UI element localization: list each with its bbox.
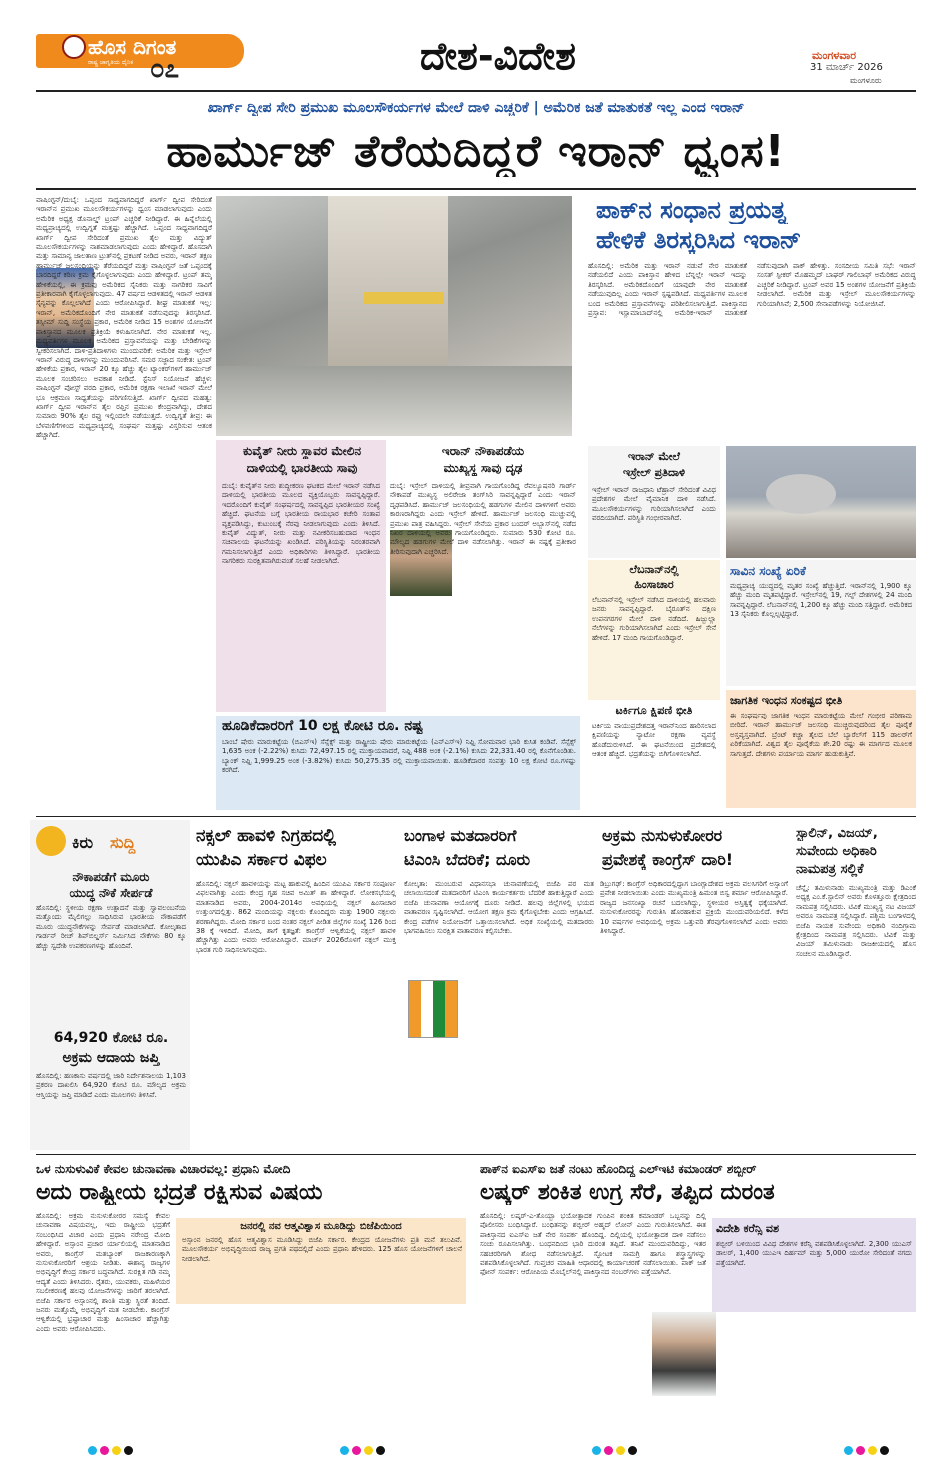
logo-text: ಹೊಸ ದಿಗಂತ bbox=[88, 35, 177, 59]
logo-emblem-icon bbox=[62, 35, 86, 59]
kiru-item1-headline-2: ಯುದ್ಧ ನೌಕೆ ಸೇರ್ಪಡೆ bbox=[69, 886, 153, 900]
print-registration-marks bbox=[844, 1440, 892, 1459]
currency-body: ಶಬ್ಬೀರ್ ಬಳಿಯಿಂದ ವಿವಿಧ ದೇಶಗಳ ಕರೆನ್ಸಿ ವಶಪಡಿಸಿಕೊಳ್ಳಲಾಗಿದೆ. 2,300 ಯುಎಸ್ ಡಾಲರ್, 1,400 ಯುಎಇ ದಿರ್ಹಮ್ ಮತ್ತು 5,000 ಯುರೋ ಸೇರಿದಂತೆ ನಗದು ಪತ್ತೆಯಾಗಿದೆ. bbox=[716, 1240, 912, 1267]
congress-headline-1: ಅಕ್ರಮ ನುಸುಳುಕೋರರ bbox=[602, 826, 723, 845]
naxal-headline-2: ಯುಪಿಎ ಸರ್ಕಾರ ವಿಫಲ bbox=[196, 850, 327, 870]
kuwait-body: ದುಬೈ: ಕುವೈತ್‌ನ ನೀರು ಶುದ್ಧೀಕರಣ ಘಟಕದ ಮೇಲೆ ಇರಾನ್ ನಡೆಸಿದ ದಾಳಿಯಲ್ಲಿ ಭಾರತೀಯ ಮೂಲದ ವ್ಯಕ್ತಿಯೊಬ್ಬರು ಸಾವನ್ನಪ್ಪಿದ್ದಾರೆ. ಇದರೊಂದಿಗೆ ಕುವೈತ್ ಸಂಘರ್ಷದಲ್ಲಿ ಸಾವನ್ನಪ್ಪಿದ ಭಾರತೀಯರ ಸಂಖ್ಯೆ ಹೆಚ್ಚಿದೆ. ಘಟನೆಯ ಬಗ್ಗೆ ಭಾರತೀಯ ರಾಯಭಾರ ಕಚೇರಿ ಸಂತಾಪ ವ್ಯಕ್ತಪಡಿಸಿದ್ದು, ಕುಟುಂಬಕ್ಕೆ ನೆರವು ನೀಡಲಾಗುವುದು ಎಂದು ತಿಳಿಸಿದೆ. ಕುವೈತ್ ವಿದ್ಯುತ್, ನೀರು ಮತ್ತು ನವೀಕರಿಸಬಹುದಾದ ಇಂಧನ ಸಚಿವಾಲಯ ಘಟನೆಯನ್ನು ಖಂಡಿಸಿದೆ. ಪರಿಸ್ಥಿತಿಯನ್ನು ನಿರಂತರವಾಗಿ ಗಮನಿಸಲಾಗುತ್ತಿದೆ ಎಂದು ಅಧಿಕಾರಿಗಳು ತಿಳಿಸಿದ್ದಾರೆ. ಭಾರತೀಯ ನಾಗರಿಕರು ಸುರಕ್ಷಿತವಾಗಿರುವಂತೆ ಸಲಹೆ ನೀಡಲಾಗಿದೆ. bbox=[222, 482, 380, 566]
shop-sign bbox=[364, 292, 444, 304]
bengal-body: ಕೋಲ್ಕತಾ: ಮುಂಬರುವ ವಿಧಾನಸಭಾ ಚುನಾವಣೆಯಲ್ಲಿ ಬಿಜೆಪಿ ಪರ ಮತ ಚಲಾಯಿಸದಂತೆ ಮತದಾರರಿಗೆ ಟಿಎಂಸಿ ಕಾರ್ಯಕರ್ತರು ಬೆದರಿಕೆ ಹಾಕುತ್ತಿದ್ದಾರೆ ಎಂದು ಬಿಜೆಪಿ ಚುನಾವಣಾ ಆಯೋಗಕ್ಕೆ ದೂರು ನೀಡಿದೆ. ಹಲವು ಜಿಲ್ಲೆಗಳಲ್ಲಿ ಭಯದ ವಾತಾವರಣ ಸೃಷ್ಟಿಸಲಾಗಿದೆ. ಆಯೋಗ ತಕ್ಷಣ ಕ್ರಮ ಕೈಗೊಳ್ಳಬೇಕು ಎಂದು ಆಗ್ರಹಿಸಿದೆ. ಕೇಂದ್ರ ಪಡೆಗಳ ನಿಯೋಜನೆಗೆ ಒತ್ತಾಯಿಸಲಾಗಿದೆ. ಅಧಿಕ ಸಂಖ್ಯೆಯಲ್ಲಿ ಮತದಾರರು ಭಾಗವಹಿಸಲು ಸುರಕ್ಷಿತ ವಾತಾವರಣ ಕಲ್ಪಿಸಬೇಕು. bbox=[404, 880, 594, 936]
kiru-brand-1: ಕಿರು bbox=[72, 833, 94, 852]
israel-body: ಇಸ್ರೇಲ್ ಇರಾನ್ ರಾಜಧಾನಿ ಟೆಹ್ರಾನ್ ಸೇರಿದಂತೆ ವಿವಿಧ ಪ್ರದೇಶಗಳ ಮೇಲೆ ವೈಮಾನಿಕ ದಾಳಿ ನಡೆಸಿದೆ. ಮೂಲಸೌಕರ್ಯಗಳನ್ನು ಗುರಿಯಾಗಿಸಲಾಗಿದೆ ಎಂದು ವರದಿಯಾಗಿದೆ. ಪರಿಸ್ಥಿತಿ ಗಂಭೀರವಾಗಿದೆ. bbox=[592, 486, 716, 523]
naxal-body: ಹೊಸದಿಲ್ಲಿ: ನಕ್ಸಲ್ ಹಾವಳಿಯನ್ನು ಮಟ್ಟ ಹಾಕುವಲ್ಲಿ ಹಿಂದಿನ ಯುಪಿಎ ಸರ್ಕಾರ ಸಂಪೂರ್ಣ ವಿಫಲವಾಗಿತ್ತು ಎಂದು ಕೇಂದ್ರ ಗೃಹ ಸಚಿವ ಅಮಿತ್ ಶಾ ಹೇಳಿದ್ದಾರೆ. ಲೋಕಸಭೆಯಲ್ಲಿ ಮಾತನಾಡಿದ ಅವರು, 2004-2014ರ ಅವಧಿಯಲ್ಲಿ ನಕ್ಸಲ್ ಹಿಂಸಾಚಾರ ಉತ್ತುಂಗದಲ್ಲಿತ್ತು. 862 ಮಂದಿಯನ್ನು ನಕ್ಸಲರು ಕೊಂದಿದ್ದರು ಮತ್ತು 1900 ನಕ್ಸಲರು ಶರಣಾಗಿದ್ದರು. ಮೋದಿ ಸರ್ಕಾರ ಬಂದ ನಂತರ ನಕ್ಸಲ್ ಪೀಡಿತ ಜಿಲ್ಲೆಗಳ ಸಂಖ್ಯೆ 126 ರಿಂದ 38 ಕ್ಕೆ ಇಳಿದಿದೆ. ಮೋದಿ, ಶಾಗೆ ಕೃತಜ್ಞತೆ: ಕಾಂಗ್ರೆಸ್ ಆಳ್ವಿಕೆಯಲ್ಲಿ ನಕ್ಸಲ್ ಹಾವಳಿ ಹೆಚ್ಚಾಗಿತ್ತು ಎಂದು ಅವರು ಆರೋಪಿಸಿದ್ದಾರೆ. ಮಾರ್ಚ್ 2026ರೊಳಗೆ ನಕ್ಸಲ್ ಮುಕ್ತ ಭಾರತ ಗುರಿ ಸಾಧಿಸಲಾಗುವುದು. bbox=[196, 880, 396, 954]
bengal-headline-1: ಬಂಗಾಳ ಮತದಾರರಿಗೆ bbox=[404, 826, 517, 845]
modi-headline: ಅದು ರಾಷ್ಟ್ರೀಯ ಭದ್ರತೆ ರಕ್ಷಿಸುವ ವಿಷಯ bbox=[36, 1180, 323, 1205]
section-title: ದೇಶ-ವಿದೇಶ bbox=[420, 34, 576, 78]
upper-section-divider bbox=[36, 816, 916, 817]
rubble-cars bbox=[216, 366, 572, 436]
turkey-headline: ಟರ್ಕಿಗೂ ಕ್ಷಿಪಣಿ ಭೀತಿ bbox=[615, 704, 693, 717]
kiru-item2-body: ಹೊಸದಿಲ್ಲಿ: ಹಣಕಾಸು ವರ್ಷದಲ್ಲಿ ಜಾರಿ ನಿರ್ದೇಶನಾಲಯ 1,103 ಪ್ರಕರಣ ದಾಖಲಿಸಿ 64,920 ಕೋಟಿ ರೂ. ಮೌಲ್ಯದ ಅಕ್ರಮ ಆಸ್ತಿಯನ್ನು ಜಪ್ತಿ ಮಾಡಿದೆ ಎಂದು ಮೂಲಗಳು ತಿಳಿಸಿವೆ. bbox=[36, 1072, 186, 1099]
print-registration-marks bbox=[340, 1440, 388, 1459]
kuwait-headline-2: ದಾಳಿಯಲ್ಲಿ ಭಾರತೀಯ ಸಾವು bbox=[246, 461, 358, 475]
print-registration-marks bbox=[592, 1440, 640, 1459]
turkey-body: ಟರ್ಕಿಯ ವಾಯುಪ್ರದೇಶದತ್ತ ಇರಾನ್‌ನಿಂದ ಹಾರಿಸಲಾದ ಕ್ಷಿಪಣಿಯನ್ನು ನ್ಯಾಟೋ ರಕ್ಷಣಾ ವ್ಯವಸ್ಥೆ ಹೊಡೆದುರುಳಿಸಿದೆ. ಈ ಘಟನೆಯಿಂದ ಪ್ರದೇಶದಲ್ಲಿ ಆತಂಕ ಹೆಚ್ಚಿದೆ. ಭದ್ರತೆಯನ್ನು ಬಿಗಿಗೊಳಿಸಲಾಗಿದೆ. bbox=[592, 722, 716, 759]
stalin-body: ಚೆನ್ನೈ: ತಮಿಳುನಾಡು ಮುಖ್ಯಮಂತ್ರಿ ಮತ್ತು ಡಿಎಂಕೆ ಅಧ್ಯಕ್ಷ ಎಂ.ಕೆ.ಸ್ಟಾಲಿನ್ ಅವರು ಕೊಳತ್ತೂರು ಕ್ಷೇತ್ರದಿಂದ ನಾಮಪತ್ರ ಸಲ್ಲಿಸಿದರು. ಟಿವಿಕೆ ಮುಖ್ಯಸ್ಥ ನಟ ವಿಜಯ್ ಅವರೂ ನಾಮಪತ್ರ ಸಲ್ಲಿಸಿದ್ದಾರೆ. ಪಶ್ಚಿಮ ಬಂಗಾಳದಲ್ಲಿ ಬಿಜೆಪಿ ನಾಯಕ ಸುವೇಂದು ಅಧಿಕಾರಿ ನಂದಿಗ್ರಾಮ ಕ್ಷೇತ್ರದಿಂದ ನಾಮಪತ್ರ ಸಲ್ಲಿಸಿದರು. ಟಿವಿಕೆ ಮತ್ತು ವಿಜಯ್ ತಮಿಳುನಾಡು ರಾಜಕೀಯದಲ್ಲಿ ಹೊಸ ಸಂಚಲನ ಮೂಡಿಸಿದ್ದಾರೆ. bbox=[796, 884, 916, 958]
airstrike-photo bbox=[216, 196, 572, 436]
congress-headline-2: ಪ್ರವೇಶಕ್ಕೆ ಕಾಂಗ್ರೆಸ್ ದಾರಿ! bbox=[602, 850, 734, 869]
market-body: ಬಾಂಬೆ ಷೇರು ಮಾರುಕಟ್ಟೆಯ (ಬಿಎಸ್‌ಇ) ಸೆನ್ಸೆಕ್ಸ್ ಮತ್ತು ರಾಷ್ಟ್ರೀಯ ಷೇರು ಮಾರುಕಟ್ಟೆಯ (ಎನ್‌ಎಸ್‌ಇ) ನಿಫ್ಟಿ ಸೋಮವಾರ ಭಾರಿ ಕುಸಿತ ಕಂಡಿವೆ. ಸೆನ್ಸೆಕ್ಸ್ 1,635 ಅಂಕ (-2.22%) ಕುಸಿದು 72,497.15 ರಲ್ಲಿ ಮುಕ್ತಾಯವಾದರೆ, ನಿಫ್ಟಿ 488 ಅಂಕ (-2.1%) ಕುಸಿದು 22,331.40 ರಲ್ಲಿ ಕೊನೆಗೊಂಡಿತು. ಬ್ಯಾಂಕ್ ನಿಫ್ಟಿ 1,999.25 ಅಂಕ (-3.82%) ಕುಸಿದು 50,275.35 ರಲ್ಲಿ ಮುಕ್ತಾಯವಾಯಿತು. ಹೂಡಿಕೆದಾರರ ಸಂಪತ್ತು 10 ಲಕ್ಷ ಕೋಟಿ ರೂ.ಗಳಷ್ಟು ಕರಗಿದೆ. bbox=[222, 738, 576, 775]
lead-headline: ಹಾರ್ಮುಜ್ ತೆರೆಯದಿದ್ದರೆ ಇರಾನ್ ಧ್ವಂಸ! bbox=[166, 126, 786, 177]
kiru-item2-headline-1: 64,920 ಕೋಟಿ ರೂ. bbox=[53, 1030, 169, 1046]
stalin-headline-2: ಸುವೇಂದು ಅಧಿಕಾರಿ bbox=[796, 844, 877, 859]
lashkar-headline: ಲಷ್ಕರ್ ಶಂಕಿತ ಉಗ್ರ ಸೆರೆ, ತಪ್ಪಿದ ದುರಂತ bbox=[480, 1180, 775, 1205]
kiru-item1-body: ಹೊಸದಿಲ್ಲಿ: ಸ್ಥಳೀಯ ರಕ್ಷಣಾ ಉತ್ಪಾದನೆ ಮತ್ತು ಸ್ವಾವಲಂಬನೆಯ ಮತ್ತೊಂದು ಮೈಲಿಗಲ್ಲು ಸಾಧಿಸಿರುವ ಭಾರತೀಯ ನೌಕಾಪಡೆಗೆ ಮೂರು ಯುದ್ಧನೌಕೆಗಳನ್ನು ಸೇರ್ಪಡೆ ಮಾಡಲಾಗಿದೆ. ಕೋಲ್ಕತಾದ ಗಾರ್ಡನ್ ರೀಚ್ ಶಿಪ್‌ಬಿಲ್ಡರ್ಸ್ ನಿರ್ಮಿಸಿದ ನೌಕೆಗಳು 80 ಕ್ಕೂ ಹೆಚ್ಚು ಸ್ವದೇಶಿ ಉಪಕರಣಗಳನ್ನು ಹೊಂದಿವೆ. bbox=[36, 904, 186, 950]
kuwait-headline-1: ಕುವೈತ್ ನೀರು ಸ್ಥಾವರ ಮೇಲಿನ bbox=[242, 444, 362, 458]
logo-tagline: ರಾಷ್ಟ್ರ ಜಾಗೃತಿಯ ದೈನಿಕ bbox=[88, 59, 134, 66]
israel-headline-2: ಇಸ್ರೇಲ್ ಪ್ರತಿದಾಳಿ bbox=[623, 466, 685, 479]
modi-kicker: ಒಳ ನುಸುಳುವಿಕೆ ಕೇವಲ ಚುನಾವಣಾ ವಿಚಾರವಲ್ಲ: ಪ್ರಧಾನಿ ಮೋದಿ bbox=[36, 1162, 291, 1176]
middle-section-divider bbox=[36, 1154, 916, 1155]
naxal-headline-1: ನಕ್ಸಲ್ ಹಾವಳಿ ನಿಗ್ರಹದಲ್ಲಿ bbox=[196, 826, 337, 846]
kiru-logo-icon bbox=[36, 826, 66, 856]
suspect-photo bbox=[652, 1312, 716, 1396]
market-headline: ಹೂಡಿಕೆದಾರರಿಗೆ 10 ಲಕ್ಷ ಕೋಟಿ ರೂ. ನಷ್ಟ bbox=[222, 718, 423, 734]
city-label: ಮಂಗಳೂರು bbox=[850, 76, 882, 85]
death-toll-body: ಮಧ್ಯಪ್ರಾಚ್ಯ ಯುದ್ಧದಲ್ಲಿ ಮೃತರ ಸಂಖ್ಯೆ ಹೆಚ್ಚುತ್ತಿದೆ. ಇರಾನ್‌ನಲ್ಲಿ 1,900 ಕ್ಕೂ ಹೆಚ್ಚು ಮಂದಿ ಮೃತಪಟ್ಟಿದ್ದಾರೆ. ಇಸ್ರೇಲ್‌ನಲ್ಲಿ 19, ಗಲ್ಫ್ ದೇಶಗಳಲ್ಲಿ 24 ಮಂದಿ ಸಾವನ್ನಪ್ಪಿದ್ದಾರೆ. ಲೆಬನಾನ್‌ನಲ್ಲಿ 1,200 ಕ್ಕೂ ಹೆಚ್ಚು ಮಂದಿ ಸತ್ತಿದ್ದಾರೆ. ಅಮೆರಿಕದ 13 ಸೈನಿಕರು ಕೊಲ್ಲಲ್ಪಟ್ಟಿದ್ದಾರೆ. bbox=[730, 582, 912, 619]
masthead bbox=[0, 0, 945, 92]
death-toll-headline: ಸಾವಿನ ಸಂಖ್ಯೆ ಏರಿಕೆ bbox=[730, 564, 806, 578]
pak-body: ಹೊಸದಿಲ್ಲಿ: ಅಮೆರಿಕ ಮತ್ತು ಇರಾನ್ ನಡುವೆ ನೇರ ಮಾತುಕತೆ ನಡೆಯಲಿದೆ ಎಂದು ಪಾಕಿಸ್ತಾನ ಹೇಳಿದ ಬೆನ್ನಲ್ಲೇ ಇರಾನ್ ಇದನ್ನು ತಿರಸ್ಕರಿಸಿದೆ. ಅಮೆರಿಕದೊಂದಿಗೆ ಯಾವುದೇ ನೇರ ಮಾತುಕತೆ ನಡೆಯುವುದಿಲ್ಲ ಎಂದು ಇರಾನ್ ಸ್ಪಷ್ಟಪಡಿಸಿದೆ. ಮಧ್ಯವರ್ತಿಗಳ ಮೂಲಕ ಬಂದ ಅಮೆರಿಕದ ಪ್ರಸ್ತಾವನೆಗಳನ್ನು ಪರಿಶೀಲಿಸಲಾಗುತ್ತಿದೆ. ಪಾಕಿಸ್ತಾನದ ಪ್ರಸ್ತಾವ: ಇಸ್ಲಾಮಾಬಾದ್‌ನಲ್ಲಿ ಅಮೆರಿಕ-ಇರಾನ್ ಮಾತುಕತೆ ನಡೆಸುವುದಾಗಿ ಪಾಕ್ ಹೇಳಿತ್ತು. ಸಂಸದೀಯ ಸಮಿತಿ ಸಭೆ: ಇರಾನ್ ಸಂಸತ್ ಸ್ಪೀಕರ್ ಮೊಹಮ್ಮದ್ ಬಾಘರ್ ಗಾಲಿಬಾಫ್ ಅಮೆರಿಕದ ವಿರುದ್ಧ ಎಚ್ಚರಿಕೆ ನೀಡಿದ್ದಾರೆ. ಟ್ರಂಪ್ ಅವರ 15 ಅಂಶಗಳ ಯೋಜನೆಗೆ ಪ್ರತಿಕ್ರಿಯೆ ನೀಡಲಾಗಿದೆ. ಅಮೆರಿಕ ಮತ್ತು ಇಸ್ರೇಲ್ ಮೂಲಸೌಕರ್ಯಗಳನ್ನು ಗುರಿಯಾಗಿಸಿವೆ; 2,500 ಸೇನಾಪಡೆಗಳನ್ನು ನಿಯೋಜಿಸಿವೆ. bbox=[588, 262, 916, 318]
print-registration-marks bbox=[88, 1440, 136, 1459]
lashkar-kicker: ಪಾಕ್‌ನ ಐಎಸ್‌ಐ ಜತೆ ನಂಟು ಹೊಂದಿದ್ದ ಎಲ್‌ಇಟಿ ಕಮಾಂಡರ್ ಶಬ್ಬೀರ್ bbox=[480, 1162, 757, 1176]
smoke-plume bbox=[766, 474, 836, 514]
israel-headline-1: ಇರಾನ್ ಮೇಲೆ bbox=[628, 450, 680, 463]
lebanon-headline-2: ಹಿಂಸಾಚಾರ bbox=[634, 578, 674, 591]
navy-body: ದುಬೈ: ಇಸ್ರೇಲ್ ದಾಳಿಯಲ್ಲಿ ತೀವ್ರವಾಗಿ ಗಾಯಗೊಂಡಿದ್ದ ರೆವಲ್ಯೂಷನರಿ ಗಾರ್ಡ್ ನೌಕಾಪಡೆ ಮುಖ್ಯಸ್ಥ ಅಲಿರೇಜಾ ತಂಗ್‌ಸಿರಿ ಸಾವನ್ನಪ್ಪಿದ್ದಾರೆ ಎಂದು ಇರಾನ್ ದೃಢಪಡಿಸಿದೆ. ಹಾರ್ಮುಜ್ ಜಲಸಂಧಿಯಲ್ಲಿ ಹಡಗುಗಳ ಮೇಲಿನ ದಾಳಿಗಳಿಗೆ ಅವರು ಕಾರಣರಾಗಿದ್ದರು ಎಂದು ಇಸ್ರೇಲ್ ಹೇಳಿದೆ. ಹಾರ್ಮುಜ್ ಜಲಸಂಧಿ ಮುಚ್ಚುವಲ್ಲಿ ಪ್ರಮುಖ ಪಾತ್ರ ವಹಿಸಿದ್ದರು. ಇಸ್ರೇಲ್ ಸೇನೆಯ ಪ್ರಕಾರ ಬಂದರ್ ಅಬ್ಬಾಸ್‌ನಲ್ಲಿ ನಡೆದ ನಿಖರ ದಾಳಿಯಲ್ಲಿ ಅವರು ಗಾಯಗೊಂಡಿದ್ದರು. ಸುಮಾರು 530 ಕೋಟಿ ರೂ. ಮೌಲ್ಯದ ಹಡಗುಗಳ ಮೇಲೆ ದಾಳಿ ನಡೆಸಲಾಗಿತ್ತು. ಇರಾನ್ ಈ ನಷ್ಟಕ್ಕೆ ಪ್ರತೀಕಾರ ತೀರಿಸುವುದಾಗಿ ಎಚ್ಚರಿಸಿದೆ. bbox=[390, 482, 576, 556]
bengal-headline-2: ಟಿಎಂಸಿ ಬೆದರಿಕೆ; ದೂರು bbox=[404, 850, 531, 869]
masthead-divider bbox=[36, 90, 916, 92]
currency-headline: ವಿದೇಶಿ ಕರೆನ್ಸಿ ವಶ bbox=[716, 1222, 779, 1235]
damaged-building bbox=[328, 196, 448, 376]
stalin-headline-3: ನಾಮಪತ್ರ ಸಲ್ಲಿಕೆ bbox=[796, 862, 864, 877]
navy-headline-2: ಮುಖ್ಯಸ್ಥ ಸಾವು ದೃಢ bbox=[443, 461, 523, 475]
stalin-headline-1: ಸ್ಟಾಲಿನ್, ವಿಜಯ್, bbox=[796, 826, 878, 841]
tehran-smoke-photo bbox=[726, 446, 916, 558]
lead-body: ವಾಷಿಂಗ್ಟನ್/ದುಬೈ: ಒಪ್ಪಂದ ಸಾಧ್ಯವಾಗದಿದ್ದರೆ ಖಾರ್ಗ್ ದ್ವೀಪ ಸೇರಿದಂತೆ ಇರಾನ್‌ನ ಪ್ರಮುಖ ಮೂಲಸೌಕರ್ಯಗಳನ್ನು ಧ್ವಂಸ ಮಾಡಲಾಗುವುದು ಎಂದು ಅಮೆರಿಕ ಅಧ್ಯಕ್ಷ ಡೊನಾಲ್ಡ್ ಟ್ರಂಪ್ ಎಚ್ಚರಿಕೆ ನೀಡಿದ್ದಾರೆ. ಈ ಹಿನ್ನೆಲೆಯಲ್ಲಿ ಮಧ್ಯಪ್ರಾಚ್ಯದಲ್ಲಿ ಉದ್ವಿಗ್ನತೆ ಮತ್ತಷ್ಟು ಹೆಚ್ಚಾಗಿದೆ. ಒಪ್ಪಂದ ಸಾಧ್ಯವಾಗದಿದ್ದರೆ ಖಾರ್ಗ್ ದ್ವೀಪ ಸೇರಿದಂತೆ ಪ್ರಮುಖ ತೈಲ ಮತ್ತು ವಿದ್ಯುತ್ ಮೂಲಸೌಕರ್ಯಗಳನ್ನು ನಾಶಮಾಡಲಾಗುವುದು ಎಂದು ಹೇಳಿದ್ದಾರೆ. ಹೊಸದಾಗಿ ಮತ್ತು ಸಾಮಾನ್ಯ ಜಾಲತಾಣ ಟ್ರುತ್‌ನಲ್ಲಿ ಪ್ರಕಟಣೆ ನೀಡಿದ ಅವರು, ಇರಾನ್ ತಕ್ಷಣ ಹಾರ್ಮುಜ್ ಜಲಸಂಧಿಯನ್ನು ತೆರೆಯದಿದ್ದರೆ ಮತ್ತು ವಾಷಿಂಗ್ಟನ್ ಜತೆ ಒಪ್ಪಂದಕ್ಕೆ ಬಾರದಿದ್ದರೆ ಕಠಿಣ ಕ್ರಮ ಕೈಗೊಳ್ಳಲಾಗುವುದು ಎಂದು ಹೇಳಿದ್ದಾರೆ. ಟ್ರಂಪ್ ತಮ್ಮ ಹೇಳಿಕೆಯಲ್ಲಿ, ಈ ಕ್ರಮವು ಅಮೆರಿಕದ ಸೈನಿಕರು ಮತ್ತು ನಾಗರಿಕರ ಸಾವಿಗೆ ಪ್ರತೀಕಾರವಾಗಿ ಕೈಗೊಳ್ಳಲಾಗುವುದು. 47 ವರ್ಷದ ಆಡಳಿತದಲ್ಲಿ ಇರಾನ್ ಆಡಳಿತ ಸೈನ್ಯವನ್ನು ಕೊಲ್ಲಲಾಗಿದೆ ಎಂದು ಆರೋಪಿಸಿದ್ದಾರೆ. ಶೀಘ್ರ ಮಾತುಕತೆ ಇಲ್ಲ: ಇರಾನ್, ಅಮೆರಿಕದೊಂದಿಗೆ ನೇರ ಮಾತುಕತೆ ನಡೆಸುವುದನ್ನು ತಿರಸ್ಕರಿಸಿದೆ. ತಸ್ಸೀಮ್ ಸುದ್ದಿ ಸಂಸ್ಥೆಯ ಪ್ರಕಾರ, ಅಮೆರಿಕ ನೀಡಿದ 15 ಅಂಶಗಳ ಯೋಜನೆಗೆ ಪಾಕಿಸ್ತಾನದ ಮೂಲಕ ಪ್ರತಿಕ್ರಿಯೆ ಕಳುಹಿಸಲಾಗಿದೆ. ನೇರ ಮಾತುಕತೆ ಇಲ್ಲ. ಮಧ್ಯವರ್ತಿಗಳ ಮೂಲಕ ಅಮೆರಿಕದ ಪ್ರಸ್ತಾವನೆಯನ್ನು ಮತ್ತು ಬೇಡಿಕೆಗಳನ್ನು ಸ್ವೀಕರಿಸಲಾಗಿದೆ. ದಾಳಿ-ಪ್ರತಿದಾಳಿಗಳು ಮುಂದುವರಿಕೆ: ಅಮೆರಿಕ ಮತ್ತು ಇಸ್ರೇಲ್ ಇರಾನ್ ವಿರುದ್ಧ ದಾಳಿಗಳನ್ನು ಮುಂದುವರಿಸಿವೆ. ಸಮರ ಸಜ್ಜಾದ ಸಂಕೇತ: ಟ್ರಂಪ್ ಹೇಳಿಕೆಯ ಪ್ರಕಾರ, ಇರಾನ್ 20 ಕ್ಕೂ ಹೆಚ್ಚು ತೈಲ ಟ್ಯಾಂಕರ್‌ಗಳಿಗೆ ಹಾರ್ಮುಜ್ ಮೂಲಕ ಸಂಚರಿಸಲು ಅವಕಾಶ ನೀಡಿದೆ. ಸ್ಟೆನಿಸ್ ನಿಯೋಜನೆ ಹೆಚ್ಚಳ: ವಾಷಿಂಗ್ಟನ್ ಪೋಸ್ಟ್ ವರದಿ ಪ್ರಕಾರ, ಅಮೆರಿಕ ರಕ್ಷಣಾ ಇಲಾಖೆ ಇರಾನ್ ಮೇಲೆ ಭೂ ಆಕ್ರಮಣ ಸಾಧ್ಯತೆಯನ್ನು ಪರಿಗಣಿಸುತ್ತಿದೆ. ಖಾರ್ಗ್ ದ್ವೀಪದ ಮಹತ್ವ: ಖಾರ್ಗ್ ದ್ವೀಪ ಇರಾನ್‌ನ ತೈಲ ರಫ್ತಿನ ಪ್ರಮುಖ ಕೇಂದ್ರವಾಗಿದ್ದು, ದೇಶದ ಸುಮಾರು 90% ತೈಲ ರಫ್ತು ಇಲ್ಲಿಂದಲೇ ನಡೆಯುತ್ತದೆ. ಉದ್ವಿಗ್ನತೆ ತೀವ್ರ: ಈ ಬೆಳವಣಿಗೆಗಳಿಂದ ಮಧ್ಯಪ್ರಾಚ್ಯದಲ್ಲಿ ಸಂಘರ್ಷ ಮತ್ತಷ್ಟು ವಿಸ್ತರಿಸುವ ಆತಂಕ ಹೆಚ್ಚಾಗಿದೆ. bbox=[36, 196, 212, 440]
lead-kicker: ಖಾರ್ಗ್ ದ್ವೀಪ ಸೇರಿ ಪ್ರಮುಖ ಮೂಲಸೌಕರ್ಯಗಳ ಮೇಲೆ ದಾಳಿ ಎಚ್ಚರಿಕೆ | ಅಮೆರಿಕ ಜತೆ ಮಾತುಕತೆ ಇಲ್ಲ ಎಂದ ಇರಾನ್ bbox=[207, 100, 745, 116]
pak-headline-1: ಪಾಕ್‌ನ ಸಂಧಾನ ಪ್ರಯತ್ನ bbox=[596, 196, 788, 224]
date-label: 31 ಮಾರ್ಚ್ 2026 bbox=[810, 62, 883, 73]
day-label: ಮಂಗಳವಾರ bbox=[812, 49, 857, 62]
kiru-brand-2: ಸುದ್ದಿ bbox=[110, 833, 136, 852]
lebanon-body: ಲೆಬನಾನ್‌ನಲ್ಲಿ ಇಸ್ರೇಲ್ ನಡೆಸಿದ ದಾಳಿಯಲ್ಲಿ ಹಲವಾರು ಜನರು ಸಾವನ್ನಪ್ಪಿದ್ದಾರೆ. ಬೈರೂತ್‌ನ ದಕ್ಷಿಣ ಉಪನಗರಗಳ ಮೇಲೆ ದಾಳಿ ನಡೆದಿದೆ. ಹಿಜ್ಬುಲ್ಲಾ ನೆಲೆಗಳನ್ನು ಗುರಿಯಾಗಿಸಲಾಗಿದೆ ಎಂದು ಇಸ್ರೇಲ್ ಸೇನೆ ಹೇಳಿದೆ. 17 ಮಂದಿ ಗಾಯಗೊಂಡಿದ್ದಾರೆ. bbox=[592, 596, 716, 642]
lashkar-body: ಹೊಸದಿಲ್ಲಿ: ಲಷ್ಕರ್-ಎ-ತೊಯ್ಬಾ ಭಯೋತ್ಪಾದಕ ಗುಂಪಿನ ಶಂಕಿತ ಕಮಾಂಡರ್ ಒಬ್ಬನನ್ನು ದಿಲ್ಲಿ ಪೊಲೀಸರು ಬಂಧಿಸಿದ್ದಾರೆ. ಬಂಧಿತನನ್ನು ಶಬ್ಬೀರ್ ಅಹ್ಮದ್ ಲೋನ್ ಎಂದು ಗುರುತಿಸಲಾಗಿದೆ. ಈತ ಪಾಕಿಸ್ತಾನದ ಐಎಸ್‌ಐ ಜತೆ ನೇರ ಸಂಪರ್ಕ ಹೊಂದಿದ್ದ. ದಿಲ್ಲಿಯಲ್ಲಿ ಭಯೋತ್ಪಾದಕ ದಾಳಿ ನಡೆಸಲು ಸಂಚು ರೂಪಿಸಲಾಗಿತ್ತು. ಬಂಧನದಿಂದ ಭಾರಿ ದುರಂತ ತಪ್ಪಿದೆ. ತನಿಖೆ ಮುಂದುವರಿದಿದ್ದು, ಇತರ ಸಹಚರರಿಗಾಗಿ ಶೋಧ ನಡೆಸಲಾಗುತ್ತಿದೆ. ಸ್ಫೋಟಕ ಸಾಮಗ್ರಿ ಹಾಗೂ ಶಸ್ತ್ರಾಸ್ತ್ರಗಳನ್ನು ವಶಪಡಿಸಿಕೊಳ್ಳಲಾಗಿದೆ. ಗುಪ್ತಚರ ಮಾಹಿತಿ ಆಧಾರದಲ್ಲಿ ಕಾರ್ಯಾಚರಣೆ ನಡೆಸಲಾಯಿತು. ಪಾಕ್ ಜತೆ ಫೋನ್ ಸಂಪರ್ಕ: ಆರೋಪಿಯ ಮೊಬೈಲ್‌ನಲ್ಲಿ ಪಾಕಿಸ್ತಾನದ ನಂಬರ್‌ಗಳು ಪತ್ತೆಯಾಗಿವೆ. bbox=[480, 1212, 706, 1277]
navy-headline-1: ಇರಾನ್ ನೌಕಾಪಡೆಯ bbox=[441, 444, 525, 458]
congress-body: ಡಿಬ್ರುಗಢ್: ಕಾಂಗ್ರೆಸ್ ಅಧಿಕಾರದಲ್ಲಿದ್ದಾಗ ಬಾಂಗ್ಲಾದೇಶದ ಅಕ್ರಮ ವಲಸಿಗರಿಗೆ ಅಸ್ಸಾಂಗೆ ಪ್ರವೇಶ ನೀಡಲಾಯಿತು ಎಂದು ಮುಖ್ಯಮಂತ್ರಿ ಹಿಮಂತ ಬಿಸ್ವ ಶರ್ಮಾ ಆರೋಪಿಸಿದ್ದಾರೆ. ರಾಜ್ಯದ ಜನಸಂಖ್ಯಾ ರಚನೆ ಬದಲಾಗಿದ್ದು, ಸ್ಥಳೀಯರ ಅಸ್ತಿತ್ವಕ್ಕೆ ಧಕ್ಕೆಯಾಗಿದೆ. ನುಸುಳುಕೋರರನ್ನು ಗುರುತಿಸಿ ಹೊರಹಾಕುವ ಪ್ರಕ್ರಿಯೆ ಮುಂದುವರಿಯಲಿದೆ. ಕಳೆದ 10 ವರ್ಷಗಳ ಅವಧಿಯಲ್ಲಿ ಅಕ್ರಮ ಒತ್ತುವರಿ ತೆರವುಗೊಳಿಸಲಾಗಿದೆ ಎಂದು ಅವರು ತಿಳಿಸಿದ್ದಾರೆ. bbox=[600, 880, 788, 936]
confidence-body: ಅಸ್ಸಾಂನ ಜನರಲ್ಲಿ ಹೊಸ ಆತ್ಮವಿಶ್ವಾಸ ಮೂಡಿಸಿದ್ದು ಬಿಜೆಪಿ ಸರ್ಕಾರ. ಕೇಂದ್ರದ ಯೋಜನೆಗಳು ಪ್ರತಿ ಮನೆ ತಲುಪಿವೆ. ಮೂಲಸೌಕರ್ಯ ಅಭಿವೃದ್ಧಿಯಿಂದ ರಾಜ್ಯ ಪ್ರಗತಿ ಪಥದಲ್ಲಿದೆ ಎಂದು ಪ್ರಧಾನಿ ಹೇಳಿದರು. 125 ಹೊಸ ಯೋಜನೆಗಳಿಗೆ ಚಾಲನೆ ನೀಡಲಾಗಿದೆ. bbox=[182, 1236, 462, 1263]
lebanon-headline-1: ಲೆಬನಾನ್‌ನಲ್ಲಿ bbox=[629, 563, 679, 576]
fuel-headline: ಜಾಗತಿಕ ಇಂಧನ ಸಂಕಷ್ಟದ ಭೀತಿ bbox=[730, 694, 843, 707]
modi-body: ಹೊಸದಿಲ್ಲಿ: ಅಕ್ರಮ ನುಸುಳುಕೋರರ ಸಮಸ್ಯೆ ಕೇವಲ ಚುನಾವಣಾ ವಿಷಯವಲ್ಲ, ಇದು ರಾಷ್ಟ್ರೀಯ ಭದ್ರತೆಗೆ ಸಂಬಂಧಿಸಿದ ವಿಚಾರ ಎಂದು ಪ್ರಧಾನಿ ನರೇಂದ್ರ ಮೋದಿ ಹೇಳಿದ್ದಾರೆ. ಅಸ್ಸಾಂನ ಪ್ರಚಾರ ರ್ಯಾಲಿಯಲ್ಲಿ ಮಾತನಾಡಿದ ಅವರು, ಕಾಂಗ್ರೆಸ್ ಮತಬ್ಯಾಂಕ್ ರಾಜಕಾರಣಕ್ಕಾಗಿ ನುಸುಳುಕೋರರಿಗೆ ಆಶ್ರಯ ನೀಡಿತು. ಈಶಾನ್ಯ ರಾಜ್ಯಗಳ ಅಭಿವೃದ್ಧಿಗೆ ಕೇಂದ್ರ ಸರ್ಕಾರ ಬದ್ಧವಾಗಿದೆ. ಸುರಕ್ಷಿತ ಗಡಿ ನಮ್ಮ ಆದ್ಯತೆ ಎಂದು ತಿಳಿಸಿದರು. ರೈತರು, ಯುವಕರು, ಮಹಿಳೆಯರ ಸಬಲೀಕರಣಕ್ಕೆ ಹಲವು ಯೋಜನೆಗಳನ್ನು ಜಾರಿಗೆ ತರಲಾಗಿದೆ. ಬಿಜೆಪಿ ಸರ್ಕಾರ ಅಸ್ಸಾಂನಲ್ಲಿ ಶಾಂತಿ ಮತ್ತು ಸ್ಥಿರತೆ ತಂದಿದೆ. ಜನರು ಮತ್ತೊಮ್ಮೆ ಅಭಿವೃದ್ಧಿಗೆ ಮತ ನೀಡಬೇಕು. ಕಾಂಗ್ರೆಸ್ ಆಳ್ವಿಕೆಯಲ್ಲಿ ಭ್ರಷ್ಟಾಚಾರ ಮತ್ತು ಹಿಂಸಾಚಾರ ಹೆಚ್ಚಾಗಿತ್ತು ಎಂದು ಅವರು ಆರೋಪಿಸಿದರು. bbox=[36, 1212, 170, 1333]
confidence-headline: ಜನರಲ್ಲಿ ನವ ಆತ್ಮವಿಶ್ವಾಸ ಮೂಡಿದ್ದು ಬಿಜೆಪಿಯಿಂದ bbox=[240, 1221, 402, 1232]
kiru-item1-headline-1: ನೌಕಾಪಡೆಗೆ ಮೂರು bbox=[72, 870, 150, 884]
page-number: ೦೭ bbox=[150, 54, 180, 84]
fuel-body: ಈ ಸಂಘರ್ಷವು ಜಾಗತಿಕ ಇಂಧನ ಮಾರುಕಟ್ಟೆಯ ಮೇಲೆ ಗಂಭೀರ ಪರಿಣಾಮ ಬೀರಿದೆ. ಇರಾನ್ ಹಾರ್ಮುಜ್ ಜಲಸಂಧಿ ಮುಚ್ಚಿರುವುದರಿಂದ ತೈಲ ಪೂರೈಕೆ ಅಸ್ತವ್ಯಸ್ತವಾಗಿದೆ. ಬ್ರೆಂಟ್ ಕಚ್ಚಾ ತೈಲದ ಬೆಲೆ ಬ್ಯಾರೆಲ್‌ಗೆ 115 ಡಾಲರ್‌ಗೆ ಏರಿಕೆಯಾಗಿದೆ. ವಿಶ್ವದ ತೈಲ ಪೂರೈಕೆಯ ಶೇ.20 ರಷ್ಟು ಈ ಮಾರ್ಗದ ಮೂಲಕ ಸಾಗುತ್ತದೆ. ದೇಶಗಳು ಪರ್ಯಾಯ ಮಾರ್ಗ ಹುಡುಕುತ್ತಿವೆ. bbox=[730, 712, 912, 758]
pak-headline-2: ಹೇಳಿಕೆ ತಿರಸ್ಕರಿಸಿದ ಇರಾನ್ bbox=[596, 226, 802, 254]
kiru-item2-headline-2: ಅಕ್ರಮ ಆದಾಯ ಜಪ್ತಿ bbox=[62, 1050, 160, 1066]
lead-divider bbox=[36, 188, 916, 190]
